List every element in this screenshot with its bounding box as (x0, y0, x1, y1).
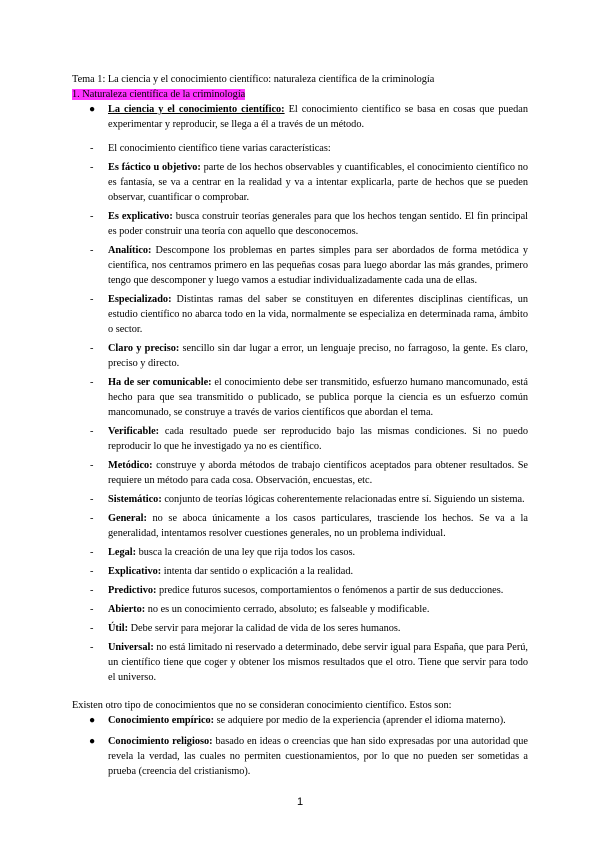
list-item-term: Sistemático: (108, 494, 162, 505)
dash-marker: - (90, 547, 94, 558)
section-heading-line (72, 87, 528, 102)
list-item (72, 292, 528, 337)
list-item-term: Claro y preciso: (108, 343, 180, 354)
list-item-text: busca construir teorías generales para que los hechos tengan sentido. El fin principal es poder construir una teoría con aquello que desconocemos. (108, 211, 528, 237)
section-heading: 1. Naturaleza científica de la criminología (72, 89, 246, 100)
list-item-term: General: (108, 513, 147, 524)
list-item-text: parte de los hechos observables y cuantificables, el conocimiento científico no es fantasía, se va a centrar en la realidad y va a intentar explicarla, parte de hechos que se pueden observar, cuantificar o comprobar. (108, 162, 528, 203)
dash-marker: - (90, 294, 94, 305)
dash-marker: - (90, 604, 94, 615)
list-item-term: Conocimiento religioso: (108, 736, 213, 747)
list-item (72, 424, 528, 454)
list-item-term: Útil: (108, 623, 129, 634)
list-item (72, 621, 528, 636)
list-item-term: Universal: (108, 642, 154, 653)
other-knowledge-intro: Existen otro tipo de conocimientos que no se consideran conocimiento científico. Estos son: (72, 700, 452, 711)
list-item (72, 209, 528, 239)
dash-marker: - (90, 211, 94, 222)
list-item-text: basado en ideas o creencias que han sido expresadas por una autoridad que revela la verdad, las cuales no permiten cuestionamientos, por lo que no pueden ser sometidas a prueba (creencia del cristianismo). (108, 736, 528, 777)
dash-marker: - (90, 513, 94, 524)
list-item (72, 583, 528, 598)
list-item-text: conjunto de teorías lógicas coherentemente relacionadas entre sí. Siguiendo un sistema. (161, 494, 525, 505)
list-item (72, 458, 528, 488)
list-item-term: Legal: (108, 547, 137, 558)
intro-bullet-text: El conocimiento científico se basa en cosas que puedan experimentar y reproducir, se llega a él a través de un método. (108, 104, 528, 130)
intro-bullet-term: La ciencia y el conocimiento científico: (108, 104, 285, 115)
list-item-term: Predictivo: (108, 585, 157, 596)
list-item-term: Explicativo: (108, 566, 162, 577)
list-item-text: no es un conocimiento cerrado, absoluto; es falseable y modificable. (145, 604, 430, 615)
dash-marker: - (90, 343, 94, 354)
dash-marker: - (90, 460, 94, 471)
list-item-text: el conocimiento debe ser transmitido, esfuerzo humano mancomunado, está hecho para que sea transmitido o publicado, se publica porque la ciencia es un esfuerzo común mancomunado, se construye a través de varios científicos que abordan el tema. (108, 377, 528, 418)
list-item-text: no se aboca únicamente a los casos particulares, trasciende los hechos. Se va a la generalidad, intentamos resolver cuestiones generales, no un problema individual. (108, 513, 528, 539)
dash-marker: - (90, 623, 94, 634)
list-item (72, 545, 528, 560)
characteristics-intro-item (72, 141, 528, 156)
dash-marker: - (90, 494, 94, 505)
list-item-term: Abierto: (108, 604, 146, 615)
dash-marker: - (90, 143, 94, 154)
list-item-text: Distintas ramas del saber se constituyen en diferentes disciplinas científicas, un estudio científico no abarca todo en la vida, normalmente se especializa en determinada rama, ámbito o sector. (108, 294, 528, 335)
dash-marker: - (90, 585, 94, 596)
list-item-text: busca la creación de una ley que rija todos los casos. (136, 547, 356, 558)
dash-marker: - (90, 642, 94, 653)
list-item-term: Es fáctico u objetivo: (108, 162, 201, 173)
list-item (72, 602, 528, 617)
list-item (72, 160, 528, 205)
list-item (72, 492, 528, 507)
list-item (72, 713, 528, 728)
list-item (72, 341, 528, 371)
list-item-text: cada resultado puede ser reproducido bajo las mismas condiciones. Si no puedo reproducir lo que he investigado ya no es científico. (108, 426, 528, 452)
document-title: Tema 1: La ciencia y el conocimiento científico: naturaleza científica de la criminología (72, 74, 435, 85)
list-item-text: intenta dar sentido o explicación a la realidad. (161, 566, 354, 577)
page-number: 1 (296, 796, 304, 808)
list-item-term: Metódico: (108, 460, 153, 471)
bullet-marker: ● (89, 104, 96, 115)
dash-marker: - (90, 377, 94, 388)
list-item-text: Descompone los problemas en partes simples para ser abordados de forma metódica y científica, nos centramos primero en las pequeñas cosas para luego abordar las más grandes, primero tengo que descomponer y luego vamos a estudiar individualizadamente cada una de ellas. (108, 245, 528, 286)
list-item (72, 375, 528, 420)
list-item-term: Conocimiento empírico: (108, 715, 215, 726)
dash-marker: - (90, 162, 94, 173)
list-item-text: predice futuros sucesos, comportamientos o fenómenos a partir de sus deducciones. (156, 585, 504, 596)
list-item-text: sencillo sin dar lugar a error, un lenguaje preciso, no farragoso, la gente. Es claro, preciso y directo. (108, 343, 528, 369)
list-item (72, 640, 528, 685)
dash-marker: - (90, 566, 94, 577)
list-item-text: se adquiere por medio de la experiencia (aprender el idioma materno). (214, 715, 506, 726)
list-item-text: construye y aborda métodos de trabajo científicos aceptados para obtener resultados. Se requiere un método para cada cosa. Observación, encuestas, etc. (108, 460, 528, 486)
list-item-text: Debe servir para mejorar la calidad de vida de los seres humanos. (128, 623, 401, 634)
bullet-marker: ● (89, 736, 96, 747)
characteristics-intro: El conocimiento científico tiene varias características: (108, 143, 331, 154)
intro-bullet (72, 102, 528, 132)
list-item-text: no está limitado ni reservado a determinado, debe servir igual para España, que para Perú, un científico tiene que coger y obtener los mismos resultados que el otro. Tiene que servir para todo el universo. (108, 642, 528, 683)
list-item-term: Ha de ser comunicable: (108, 377, 212, 388)
list-item (72, 564, 528, 579)
list-item-term: Analítico: (108, 245, 152, 256)
list-item-term: Especializado: (108, 294, 172, 305)
document-body (72, 72, 528, 779)
list-item (72, 511, 528, 541)
bullet-marker: ● (89, 715, 96, 726)
list-item-term: Verificable: (108, 426, 160, 437)
dash-marker: - (90, 245, 94, 256)
list-item (72, 243, 528, 288)
dash-marker: - (90, 426, 94, 437)
list-item (72, 734, 528, 779)
list-item-term: Es explicativo: (108, 211, 173, 222)
